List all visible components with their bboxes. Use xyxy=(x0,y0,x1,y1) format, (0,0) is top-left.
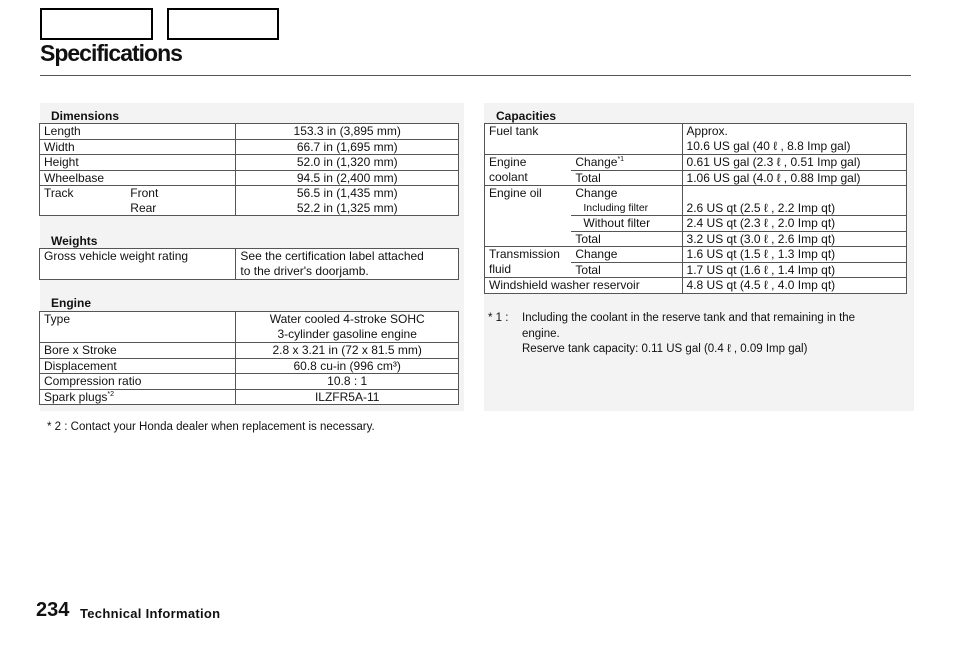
header-tab-box-2 xyxy=(167,8,279,40)
dim-value: 94.5 in (2,400 mm) xyxy=(236,170,459,186)
table-row xyxy=(485,124,907,155)
transmission-change-label: Change xyxy=(571,247,682,263)
engine-type-value xyxy=(236,312,459,343)
table-row xyxy=(485,216,907,232)
header-tab-box-1 xyxy=(40,8,153,40)
washer-label: Windshield washer reservoir xyxy=(485,278,683,294)
oil-without-filter-label: Without filter xyxy=(571,216,682,232)
engine-table xyxy=(39,311,459,405)
table-row xyxy=(40,374,459,390)
table-row xyxy=(40,312,459,343)
table-row xyxy=(40,124,459,140)
empty-cell xyxy=(485,201,572,216)
table-row xyxy=(485,247,907,263)
oil-label: Engine oil xyxy=(485,186,572,201)
transmission-total-value: 1.7 US qt (1.6 ℓ , 1.4 Imp qt) xyxy=(682,262,906,278)
engine-label: Displacement xyxy=(40,358,236,374)
fuel-tank-value xyxy=(682,124,906,155)
page-title: Specifications xyxy=(40,40,182,66)
oil-total-value: 3.2 US qt (3.0 ℓ , 2.6 Imp qt) xyxy=(682,231,906,247)
table-row xyxy=(40,343,459,359)
table-row xyxy=(485,231,907,247)
table-row xyxy=(40,155,459,171)
footnote-1-line2: engine. xyxy=(522,328,560,340)
oil-including-filter-label: Including filter xyxy=(571,201,682,216)
weights-value-line1: See the certification label attached xyxy=(240,249,424,263)
engine-heading: Engine xyxy=(51,296,92,310)
oil-without-filter-value: 2.4 US qt (2.3 ℓ , 2.0 Imp qt) xyxy=(682,216,906,232)
dim-label: Wheelbase xyxy=(40,170,236,186)
washer-value: 4.8 US qt (4.5 ℓ , 4.0 Imp qt) xyxy=(682,278,906,294)
weights-value-line2: to the driver's doorjamb. xyxy=(240,264,369,278)
spark-plugs-value: ILZFR5A-11 xyxy=(236,389,459,405)
coolant-change-label: Change xyxy=(575,155,618,169)
weights-heading: Weights xyxy=(51,234,98,248)
oil-total-label: Total xyxy=(571,231,682,247)
engine-type-line1: Water cooled 4-stroke SOHC xyxy=(269,312,425,326)
coolant-total-value: 1.06 US gal (4.0 ℓ , 0.88 Imp gal) xyxy=(682,170,906,186)
fuel-tank-line2: 10.6 US gal (40 ℓ , 8.8 Imp gal) xyxy=(686,139,851,153)
table-row xyxy=(40,201,459,216)
track-rear-label: Rear xyxy=(126,201,236,216)
table-row xyxy=(485,186,907,201)
empty-cell xyxy=(40,201,127,216)
header-rule xyxy=(40,75,911,76)
section-title: Technical Information xyxy=(80,606,221,621)
table-row xyxy=(40,249,459,280)
table-row xyxy=(485,278,907,294)
engine-value: 2.8 x 3.21 in (72 x 81.5 mm) xyxy=(236,343,459,359)
weights-table xyxy=(39,248,459,280)
dim-label: Height xyxy=(40,155,236,171)
coolant-change-cell xyxy=(571,155,682,171)
fuel-tank-label: Fuel tank xyxy=(485,124,683,155)
dim-value: 52.0 in (1,320 mm) xyxy=(236,155,459,171)
engine-type-line2: 3-cylinder gasoline engine xyxy=(277,327,417,341)
fuel-tank-line1: Approx. xyxy=(686,124,728,138)
footnote-1-line1: Including the coolant in the reserve tank and that remaining in the xyxy=(522,312,856,324)
footnote-mark: *2 xyxy=(107,390,114,398)
footnote-mark: *1 xyxy=(617,156,625,163)
oil-change-label: Change xyxy=(571,186,682,201)
table-row xyxy=(485,170,907,186)
table-row xyxy=(485,201,907,216)
track-rear-value: 52.2 in (1,325 mm) xyxy=(236,201,459,216)
table-row xyxy=(40,170,459,186)
engine-label: Bore x Stroke xyxy=(40,343,236,359)
transmission-label1: Transmission xyxy=(485,247,572,263)
track-front-value: 56.5 in (1,435 mm) xyxy=(236,186,459,201)
transmission-label2: fluid xyxy=(485,262,572,278)
empty-cell xyxy=(485,216,572,232)
dimensions-table xyxy=(39,123,459,216)
engine-type-label: Type xyxy=(40,312,236,343)
table-row xyxy=(485,155,907,171)
spark-plugs-label-cell xyxy=(40,389,236,405)
spark-plugs-label: Spark plugs xyxy=(44,389,108,404)
track-front-label: Front xyxy=(126,186,236,201)
oil-including-filter-value: 2.6 US qt (2.5 ℓ , 2.2 Imp qt) xyxy=(682,201,906,216)
coolant-label1: Engine xyxy=(485,155,572,171)
table-row xyxy=(40,186,459,201)
dim-value: 66.7 in (1,695 mm) xyxy=(236,139,459,155)
track-label: Track xyxy=(40,186,127,201)
footnote-1-mark: * 1 : xyxy=(488,312,509,324)
coolant-change-value: 0.61 US gal (2.3 ℓ , 0.51 Imp gal) xyxy=(682,155,906,171)
table-row xyxy=(485,262,907,278)
dim-label: Width xyxy=(40,139,236,155)
engine-value: 10.8 : 1 xyxy=(236,374,459,390)
transmission-total-label: Total xyxy=(571,262,682,278)
coolant-label2: coolant xyxy=(485,170,572,186)
table-row xyxy=(40,358,459,374)
coolant-total-label: Total xyxy=(571,170,682,186)
footnote-1-line3: Reserve tank capacity: 0.11 US gal (0.4 ℓ , 0.09 Imp gal) xyxy=(522,343,808,355)
footnote-2: * 2 : Contact your Honda dealer when replacement is necessary. xyxy=(47,421,375,433)
table-row xyxy=(40,389,459,405)
capacities-heading: Capacities xyxy=(496,109,557,123)
dim-value: 153.3 in (3,895 mm) xyxy=(236,124,459,140)
engine-value: 60.8 cu-in (996 cm³) xyxy=(236,358,459,374)
capacities-table xyxy=(484,123,907,294)
weights-value xyxy=(236,249,459,280)
transmission-change-value: 1.6 US qt (1.5 ℓ , 1.3 Imp qt) xyxy=(682,247,906,263)
dimensions-heading: Dimensions xyxy=(51,109,120,123)
engine-label: Compression ratio xyxy=(40,374,236,390)
table-row xyxy=(40,139,459,155)
weights-label: Gross vehicle weight rating xyxy=(40,249,236,280)
empty-cell xyxy=(485,231,572,247)
page-number: 234 xyxy=(36,599,70,621)
dim-label: Length xyxy=(40,124,236,140)
empty-cell xyxy=(682,186,906,201)
